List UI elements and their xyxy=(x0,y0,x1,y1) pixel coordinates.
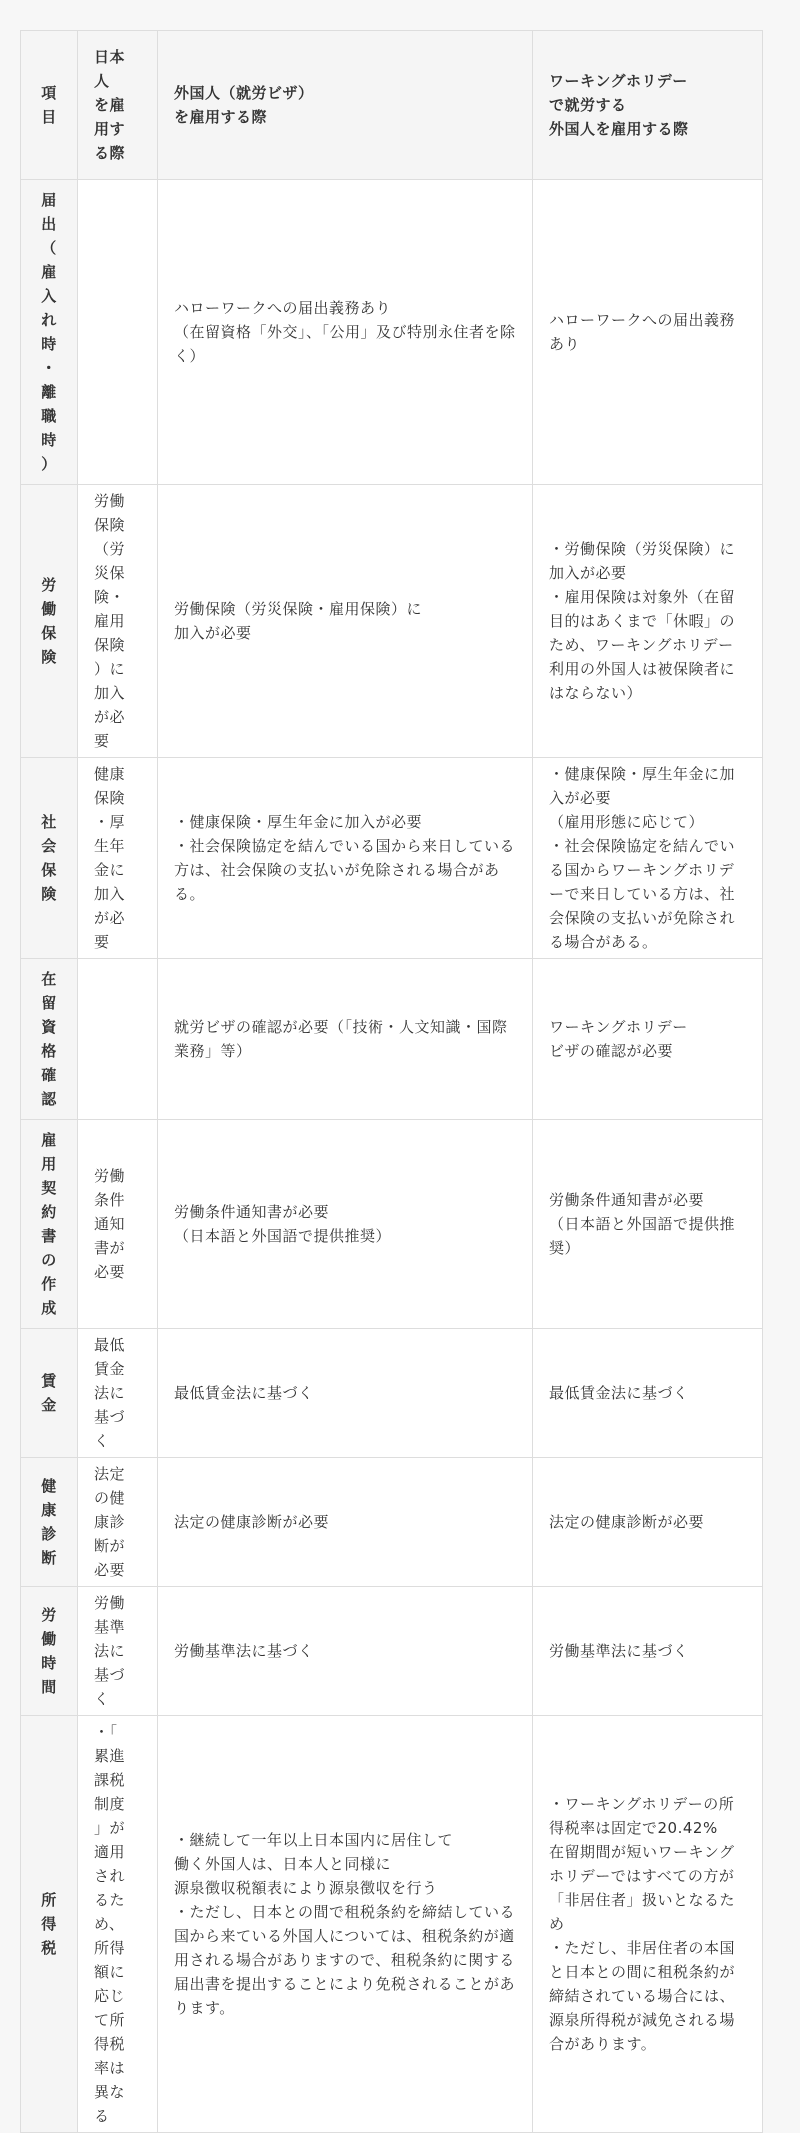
cell-japanese-employment-contract: 労働 条件 通知 書が 必要 xyxy=(78,1120,158,1329)
cell-working-holiday-notification: ハローワークへの届出義務あり xyxy=(533,180,763,485)
table-header xyxy=(21,31,763,180)
row-item-residence-status: 在 留 資 格 確 認 xyxy=(21,959,78,1120)
cell-japanese-notification xyxy=(78,180,158,485)
cell-working-holiday-labor-insurance: ・労働保険（労災保険）に加入が必要 ・雇用保険は対象外（在留目的はあくまで「休暇」のため、ワーキングホリデー利用の外国人は被保険者にはならない） xyxy=(533,485,763,758)
cell-japanese-social-insurance: 健康 保険 ・厚 生年 金に 加入 が必 要 xyxy=(78,758,158,959)
table-row-residence-status xyxy=(21,959,763,1120)
cell-working-holiday-working-hours: 労働基準法に基づく xyxy=(533,1587,763,1716)
comparison-table-container xyxy=(20,30,762,2133)
header-row xyxy=(21,31,763,180)
cell-japanese-income-tax: ・「 累進 課税 制度 」が 適用 され るた め、 所得 額に 応じ て所 得税 率は 異な る xyxy=(78,1716,158,2133)
cell-working-holiday-income-tax: ・ワーキングホリデーの所得税率は固定で20.42% 在留期間が短いワーキングホリデーではすべての方が「非居住者」扱いとなるため ・ただし、非居住者の本国と日本との間に租税条約が締結されている場合には、源泉所得税が減免される場合があります。 xyxy=(533,1716,763,2133)
header-item: 項 目 xyxy=(21,31,78,180)
header-foreign-work-visa: 外国人（就労ビザ） を雇用する際 xyxy=(158,31,533,180)
employment-comparison-table xyxy=(20,30,763,2133)
table-row-wages xyxy=(21,1329,763,1458)
cell-foreign-wages: 最低賃金法に基づく xyxy=(158,1329,533,1458)
cell-foreign-labor-insurance: 労働保険（労災保険・雇用保険）に 加入が必要 xyxy=(158,485,533,758)
table-row-employment-contract xyxy=(21,1120,763,1329)
table-row-labor-insurance xyxy=(21,485,763,758)
cell-japanese-working-hours: 労働 基準 法に 基づ く xyxy=(78,1587,158,1716)
row-item-employment-contract: 雇 用 契 約 書 の 作 成 xyxy=(21,1120,78,1329)
table-row-health-checkup xyxy=(21,1458,763,1587)
cell-foreign-employment-contract: 労働条件通知書が必要 （日本語と外国語で提供推奨） xyxy=(158,1120,533,1329)
cell-japanese-wages: 最低 賃金 法に 基づ く xyxy=(78,1329,158,1458)
cell-foreign-working-hours: 労働基準法に基づく xyxy=(158,1587,533,1716)
row-item-wages: 賃 金 xyxy=(21,1329,78,1458)
cell-foreign-residence-status: 就労ビザの確認が必要（「技術・人文知識・国際業務」等） xyxy=(158,959,533,1120)
table-row-income-tax xyxy=(21,1716,763,2133)
table-row-notification xyxy=(21,180,763,485)
cell-working-holiday-residence-status: ワーキングホリデー ビザの確認が必要 xyxy=(533,959,763,1120)
cell-foreign-health-checkup: 法定の健康診断が必要 xyxy=(158,1458,533,1587)
header-working-holiday: ワーキングホリデー で就労する 外国人を雇用する際 xyxy=(533,31,763,180)
cell-working-holiday-health-checkup: 法定の健康診断が必要 xyxy=(533,1458,763,1587)
table-row-social-insurance xyxy=(21,758,763,959)
table-body xyxy=(21,180,763,2133)
row-item-notification: 届 出 （ 雇 入 れ 時 ・ 離 職 時 ） xyxy=(21,180,78,485)
row-item-labor-insurance: 労 働 保 険 xyxy=(21,485,78,758)
table-row-working-hours xyxy=(21,1587,763,1716)
cell-working-holiday-wages: 最低賃金法に基づく xyxy=(533,1329,763,1458)
cell-foreign-income-tax: ・継続して一年以上日本国内に居住して 働く外国人は、日本人と同様に 源泉徴収税額表により源泉徴収を行う ・ただし、日本との間で租税条約を締結している国から来ている外国人については、租税条約が適用される場合がありますので、租税条約に関する届出書を提出することにより免税されることがあります。 xyxy=(158,1716,533,2133)
cell-working-holiday-social-insurance: ・健康保険・厚生年金に加入が必要 （雇用形態に応じて） ・社会保険協定を結んでいる国からワーキングホリデーで来日している方は、社会保険の支払いが免除される場合がある。 xyxy=(533,758,763,959)
row-item-working-hours: 労 働 時 間 xyxy=(21,1587,78,1716)
row-item-health-checkup: 健 康 診 断 xyxy=(21,1458,78,1587)
row-item-income-tax: 所 得 税 xyxy=(21,1716,78,2133)
header-japanese: 日本 人 を雇 用す る際 xyxy=(78,31,158,180)
cell-foreign-social-insurance: ・健康保険・厚生年金に加入が必要 ・社会保険協定を結んでいる国から来日している方は、社会保険の支払いが免除される場合がある。 xyxy=(158,758,533,959)
cell-japanese-labor-insurance: 労働 保険 （労 災保 険・ 雇用 保険 ）に 加入 が必 要 xyxy=(78,485,158,758)
cell-foreign-notification: ハローワークへの届出義務あり （在留資格「外交」、「公用」及び特別永住者を除く） xyxy=(158,180,533,485)
cell-working-holiday-employment-contract: 労働条件通知書が必要 （日本語と外国語で提供推奨） xyxy=(533,1120,763,1329)
cell-japanese-residence-status xyxy=(78,959,158,1120)
row-item-social-insurance: 社 会 保 険 xyxy=(21,758,78,959)
cell-japanese-health-checkup: 法定 の健 康診 断が 必要 xyxy=(78,1458,158,1587)
